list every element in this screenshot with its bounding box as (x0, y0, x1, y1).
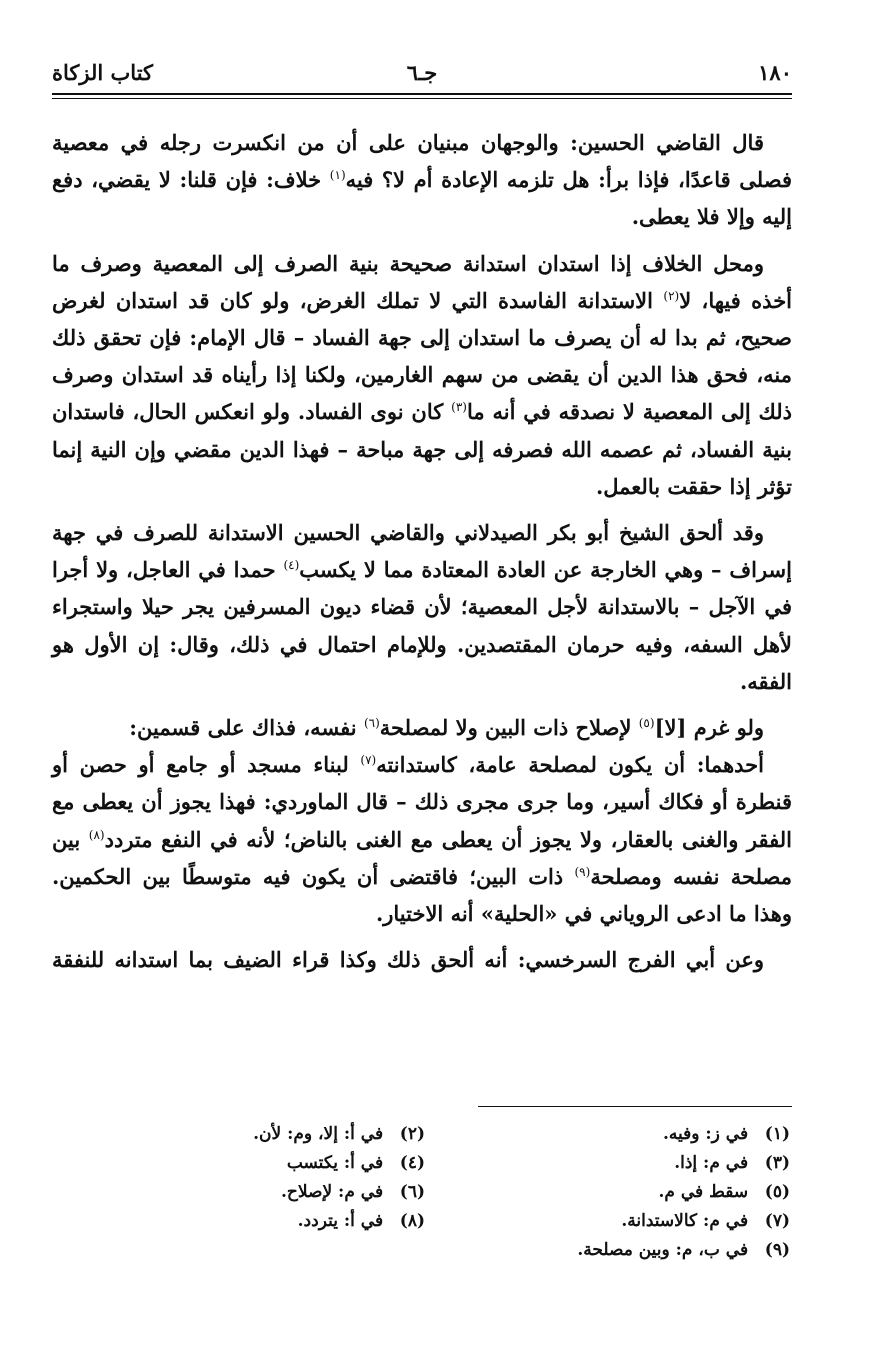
footnote-row (60, 1236, 790, 1265)
header-rule-thin (52, 98, 792, 99)
text-run: لإصلاح ذات البين ولا لمصلحة (379, 715, 639, 741)
footnote-ref-9: (٩) (574, 864, 591, 879)
paragraph-2 (52, 245, 792, 505)
text-run: لبناء مسجد أو جامع أو حصن أو قنطرة أو فكاك أسير، وما جرى مجرى ذلك – قال الماوردي: فهذا يجوز أن يعطى مع الفقر والغنى بالعقار، ولا يجوز أن يعطى مع الغنى بالناض؛ لأنه في النفع متردد (52, 752, 792, 852)
footnote-separator (478, 1106, 792, 1107)
footnote-number: (١) (764, 1124, 790, 1144)
footnote-text: في أ: إلا، وم: لأن. (253, 1124, 384, 1144)
footnote-number: (٦) (399, 1182, 425, 1202)
footnote-6 (60, 1178, 425, 1207)
text-run: ولو غرم [لا] (654, 715, 764, 741)
text-run: خلاف: فإن قلنا: لا يقضي، دفع إليه وإلا فلا يعطى. (52, 167, 792, 230)
footnotes (60, 1120, 790, 1265)
footnote-row (60, 1207, 790, 1236)
paragraph-4 (52, 709, 792, 746)
footnote-text: في ب، م: وبين مصلحة. (577, 1240, 749, 1260)
footnote-row (60, 1178, 790, 1207)
text-run: نفسه، فذاك على قسمين: (129, 715, 364, 741)
footnote-row (60, 1120, 790, 1149)
text-run: ذات البين؛ فاقتضى أن يكون فيه متوسطًا بين الحكمين. وهذا ما ادعى الروياني في «الحلية» أنه الاختيار. (52, 863, 792, 927)
footnote-text: في م: كالاستدانة. (621, 1211, 749, 1231)
footnote-number: (٤) (399, 1153, 425, 1173)
footnote-9 (425, 1236, 790, 1265)
footnote-2 (60, 1120, 425, 1149)
paragraph-5 (52, 746, 792, 932)
paragraph-3 (52, 514, 792, 700)
footnote-number: (٩) (764, 1240, 790, 1260)
running-header (52, 58, 792, 92)
footnote-5 (425, 1178, 790, 1207)
footnote-7 (425, 1207, 790, 1236)
footnote-4 (60, 1149, 425, 1178)
footnote-ref-6: (٦) (363, 716, 380, 731)
footnote-ref-8: (٨) (88, 827, 105, 842)
footnote-ref-3: (٣) (451, 400, 467, 415)
footnote-3 (425, 1149, 790, 1178)
footnote-number: (٢) (399, 1124, 425, 1144)
footnote-text: في ز: وفيه. (662, 1124, 749, 1144)
main-text (52, 124, 792, 978)
footnote-text: سقط في م. (658, 1182, 749, 1202)
footnote-row (60, 1149, 790, 1178)
text-run: وعن أبي الفرج السرخسي: أنه ألحق ذلك وكذا قراء الضيف بما استدانه للنفقة (52, 947, 764, 973)
text-run: بين مصلحة نفسه ومصلحة (52, 826, 792, 889)
footnote-text: في أ: يتردد. (297, 1211, 384, 1231)
footnote-ref-5: (٥) (638, 716, 655, 731)
text-run: الاستدانة الفاسدة التي لا تملك الغرض، ولو كان قد استدان لغرض صحيح، ثم بدا له أن يصرف ما استدان إلى جهة الفساد – قال الإمام: فإن تحقق ذلك منه، فحق هذا الدين أن يقضى من سهم الغارمين، ولكنا إذا رأيناه قد استدان وصرف ذلك إلى المعصية لا نصدقه في أنه ما (52, 287, 793, 425)
footnote-text: في م: إذا. (674, 1153, 749, 1173)
footnote-number: (٧) (764, 1211, 790, 1231)
paragraph-6 (52, 941, 792, 978)
footnote-number: (٣) (764, 1153, 790, 1173)
footnote-text: في م: لإصلاح. (280, 1182, 384, 1202)
text-run: حمدا في العاجل، ولا أجرا في الآجل – بالاستدانة لأجل المعصية؛ لأن قضاء ديون المسرفين يجر حيلا واستجراء لأهل السفه، وفيه حرمان المقتصدين. وللإمام احتمال في ذلك، وقال: إن الأول هو الفقه. (52, 557, 792, 694)
footnote-1 (425, 1120, 790, 1149)
text-run: قال القاضي الحسين: والوجهان مبنيان على أن من انكسرت رجله في معصية فصلى قاعدًا، فإذا برأ: هل تلزمه الإعادة أم لا؟ فيه (52, 130, 792, 193)
footnote-ref-1: (١) (329, 168, 346, 183)
volume-label: جـ٦ (406, 60, 438, 85)
page-number: ١٨٠ (758, 60, 792, 85)
text-run: أحدهما: أن يكون لمصلحة عامة، كاستدانته (376, 752, 764, 778)
footnote-ref-7: (٧) (360, 753, 377, 768)
header-rule-thick (52, 93, 792, 95)
footnote-8 (60, 1207, 425, 1236)
footnote-number: (٥) (764, 1182, 790, 1202)
text-run: كان نوى الفساد. ولو انعكس الحال، فاستدان بنية الفساد، ثم عصمه الله فصرفه إلى جهة مباحة – فهذا الدين مقضي وإن النية إنما تؤثر إذا حققت بالعمل. (52, 399, 792, 499)
footnote-ref-4: (٤) (283, 558, 300, 573)
text-run: وقد ألحق الشيخ أبو بكر الصيدلاني والقاضي الحسين الاستدانة للصرف في جهة إسراف – وهي الخارجة عن العادة المعتادة مما لا يكسب (52, 520, 792, 583)
paragraph-1 (52, 124, 792, 236)
footnote-ref-2: (٢) (663, 288, 680, 303)
book-title: كتاب الزكاة (52, 60, 154, 85)
footnote-number: (٨) (399, 1211, 425, 1231)
text-run: ومحل الخلاف إذا استدان استدانة صحيحة بنية الصرف إلى المعصية وصرف ما أخذه فيها، لا (52, 250, 793, 313)
footnote-text: في أ: يكتسب (286, 1153, 384, 1173)
